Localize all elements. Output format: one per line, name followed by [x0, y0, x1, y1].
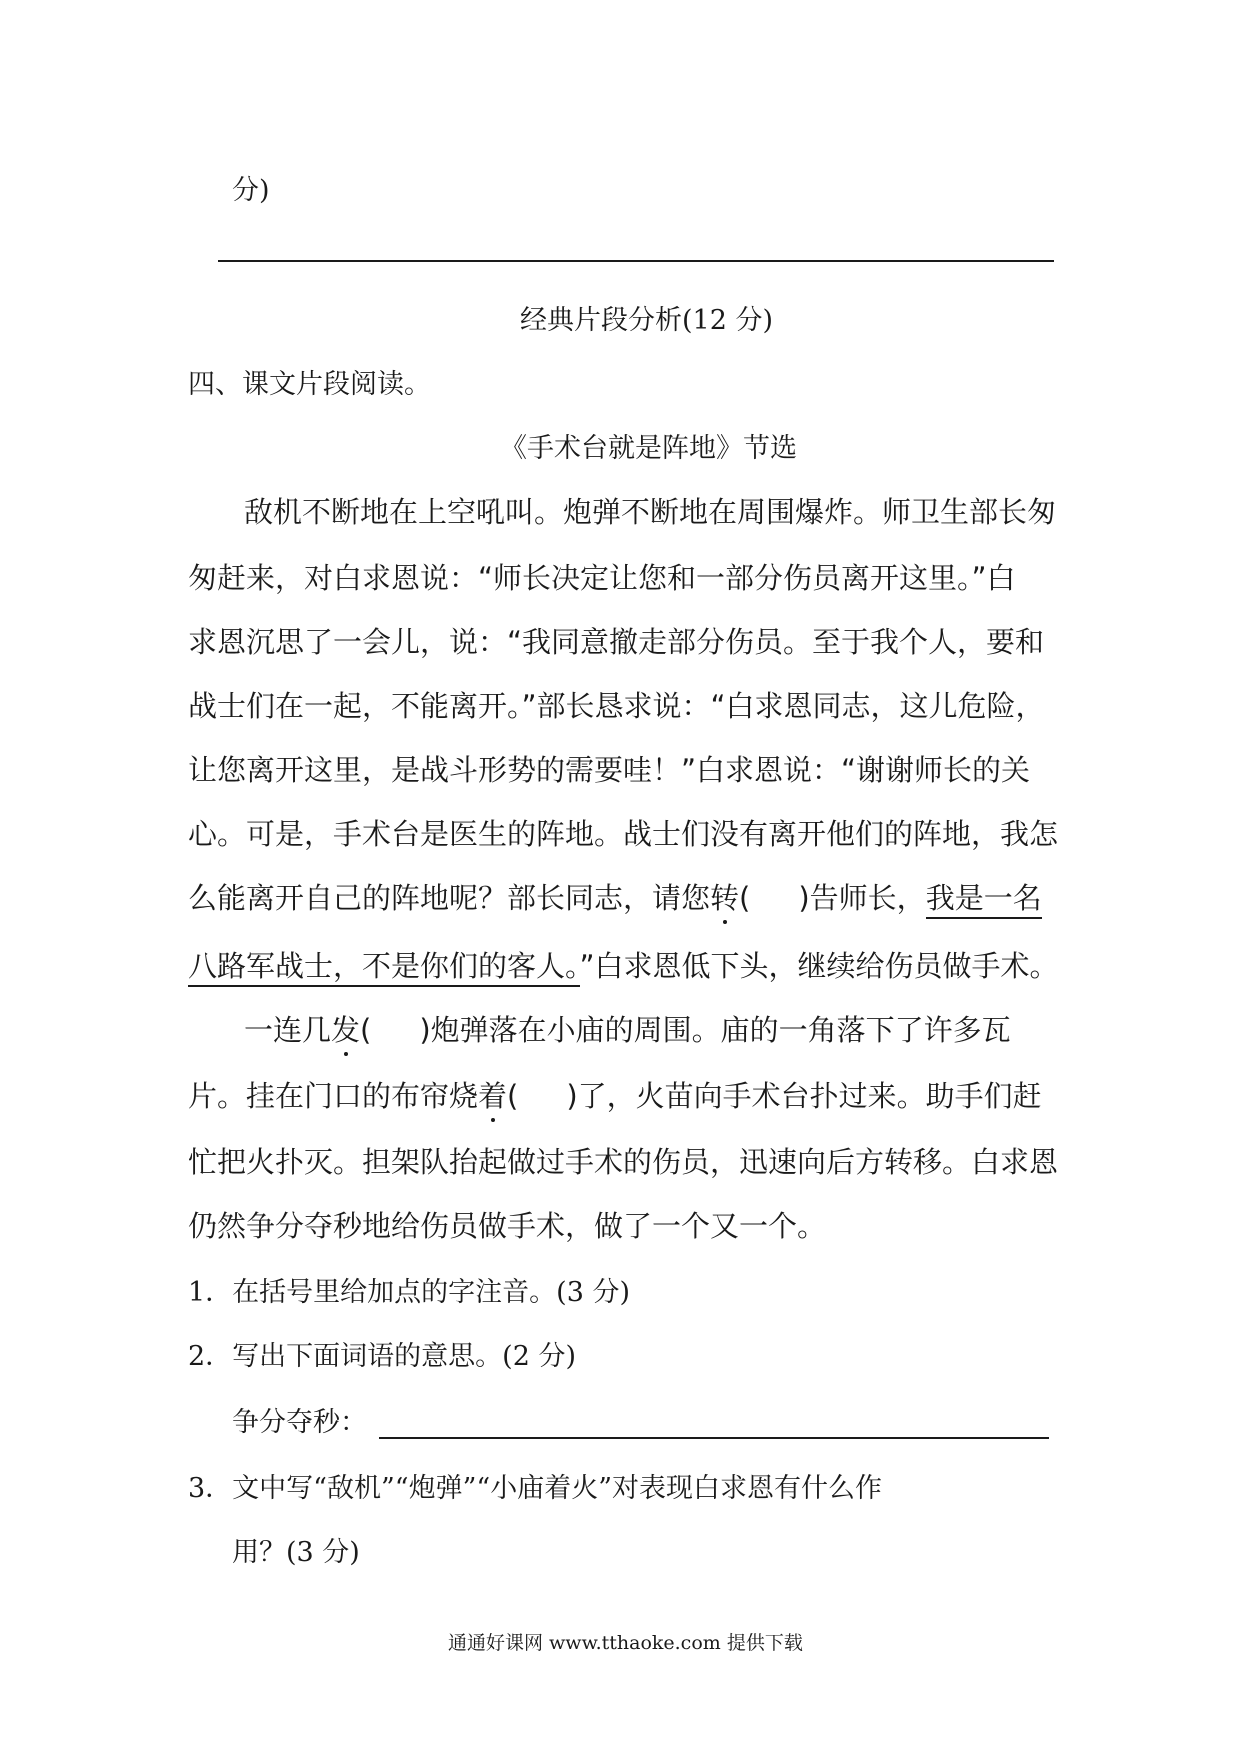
passage-line: 忙把火扑灭。担架队抬起做过手术的伤员，迅速向后方转移。白求恩 [188, 1145, 1059, 1179]
dotted-character: 转 [710, 881, 740, 915]
underlined-sentence: 八路军战士，不是你们的客人。 [188, 949, 580, 987]
passage-line: 求恩沉思了一会儿，说：“我同意撤走部分伤员。至于我个人，要和 [188, 625, 1045, 659]
passage-line-with-blank [188, 1074, 1042, 1115]
passage-text: 么能离开自己的阵地呢？部长同志，请您 [188, 881, 711, 915]
answer-line[interactable] [379, 1413, 1049, 1439]
passage-line: 战士们在一起，不能离开。”部长恳求说：“白求恩同志，这儿危险， [188, 689, 1045, 723]
section-heading: 四、课文片段阅读。 [188, 369, 431, 400]
term-label: 争分夺秒： [232, 1407, 367, 1438]
passage-line: 匆赶来，对白求恩说：“师长决定让您和一部分伤员离开这里。”白 [188, 561, 1016, 595]
passage-line-with-blank [244, 1008, 1011, 1049]
blank-open: ( [360, 1013, 372, 1047]
section-title: 经典片段分析(12 分) [520, 305, 774, 336]
passage-line-with-blank [188, 876, 1042, 917]
footer-watermark: 通通好课网 www.tthaoke.com 提供下载 [448, 1632, 803, 1654]
blank-open: ( [739, 881, 751, 915]
question-1: 1．在括号里给加点的字注音。(3 分) [188, 1277, 631, 1308]
passage-text: 片。挂在门口的布帘烧 [188, 1079, 479, 1113]
passage-text: 一连几 [244, 1013, 332, 1047]
question-3-continued: 用？(3 分) [232, 1537, 360, 1568]
underlined-sentence: 我是一名 [926, 881, 1042, 919]
passage-text: ”白求恩低下头，继续给伤员做手术。 [579, 949, 1059, 983]
blank-open: ( [507, 1079, 519, 1113]
previous-question-fragment: 分) [232, 175, 270, 206]
passage-line: 敌机不断地在上空吼叫。炮弹不断地在周围爆炸。师卫生部长匆 [244, 495, 1057, 529]
question-2-answer-row [232, 1400, 1049, 1439]
dotted-character: 着 [478, 1079, 508, 1113]
passage-text: )告师长， [798, 881, 926, 915]
passage-line: 让您离开这里，是战斗形势的需要哇！”白求恩说：“谢谢师长的关 [188, 753, 1031, 787]
question-2: 2．写出下面词语的意思。(2 分) [188, 1341, 577, 1372]
passage-text: )炮弹落在小庙的周围。庙的一角落下了许多瓦 [419, 1013, 1011, 1047]
section-divider [218, 260, 1054, 262]
passage-text: )了，火苗向手术台扑过来。助手们赶 [566, 1079, 1042, 1113]
question-3: 3．文中写“敌机”“炮弹”“小庙着火”对表现白求恩有什么作 [188, 1473, 882, 1504]
dotted-character: 发 [331, 1013, 361, 1047]
passage-line: 仍然争分夺秒地给伤员做手术，做了一个又一个。 [188, 1209, 827, 1243]
passage-title: 《手术台就是阵地》节选 [500, 433, 797, 464]
passage-line: 心。可是，手术台是医生的阵地。战士们没有离开他们的阵地，我怎 [188, 817, 1059, 851]
passage-line-with-underline [188, 944, 1059, 985]
